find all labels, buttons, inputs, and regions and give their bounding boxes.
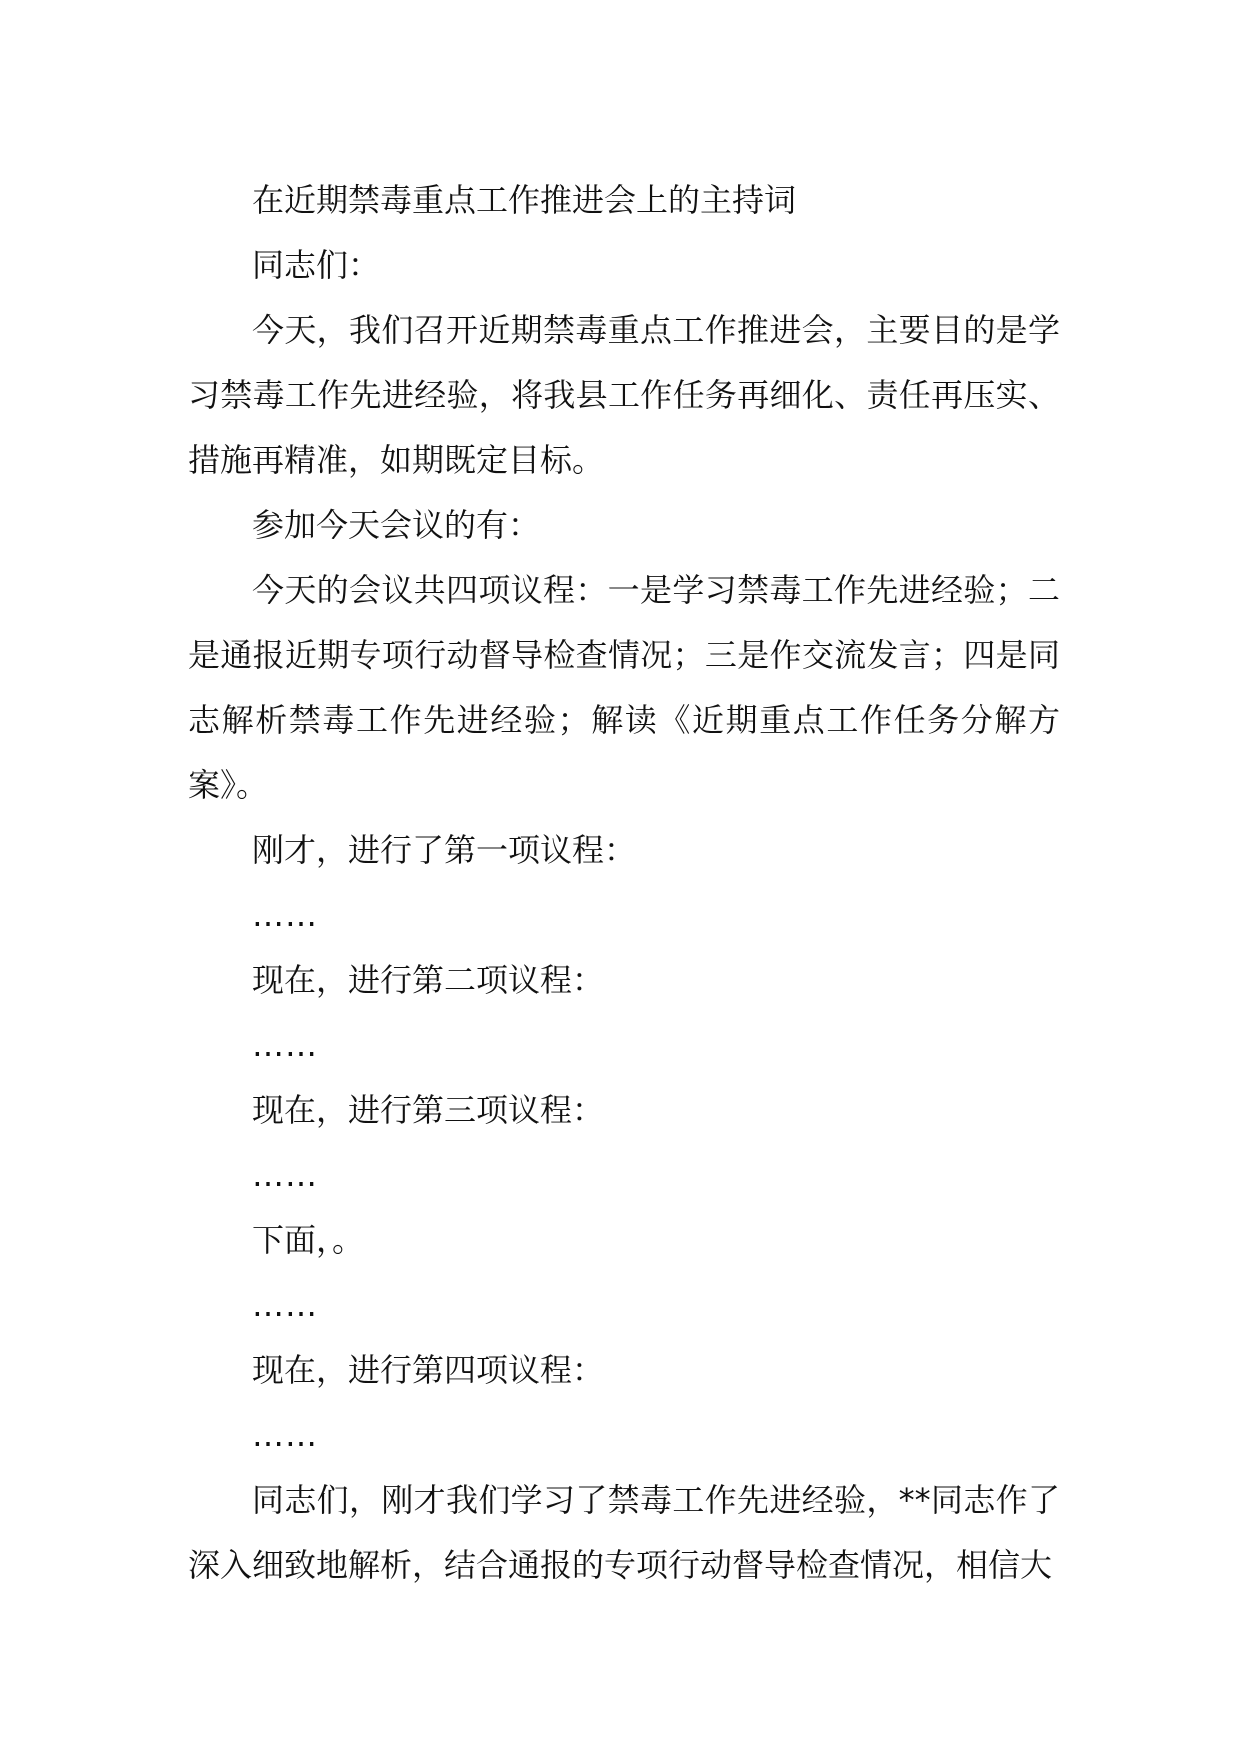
paragraph-agenda-item-4: 现在，进行第四项议程： <box>252 1351 605 1389</box>
paragraph-agenda-item-2: 现在，进行第二项议程： <box>252 961 605 999</box>
ellipsis-line: …… <box>252 1416 318 1454</box>
paragraph-purpose: 今天，我们召开近期禁毒重点工作推进会，主要目的是学习禁毒工作先进经验，将我县工作任务再细化、责任再压实、措施再精准，如期既定目标。 <box>188 311 1060 479</box>
paragraph-agenda-item-3: 现在，进行第三项议程： <box>252 1091 605 1129</box>
ellipsis-line: …… <box>252 1026 318 1064</box>
salutation: 同志们： <box>252 246 381 284</box>
paragraph-attendees: 参加今天会议的有： <box>252 506 541 544</box>
paragraph-summary: 同志们，刚才我们学习了禁毒工作先进经验，**同志作了深入细致地解析，结合通报的专项行动督导检查情况，相信大 <box>188 1481 1060 1584</box>
document-title: 在近期禁毒重点工作推进会上的主持词 <box>252 181 797 219</box>
document-body <box>188 168 1060 1598</box>
ellipsis-line: …… <box>252 1286 318 1324</box>
paragraph-next: 下面，。 <box>252 1221 365 1259</box>
ellipsis-line: …… <box>252 1156 318 1194</box>
paragraph-agenda: 今天的会议共四项议程：一是学习禁毒工作先进经验；二是通报近期专项行动督导检查情况；三是作交流发言；四是同志解析禁毒工作先进经验；解读《近期重点工作任务分解方案》。 <box>188 571 1060 804</box>
ellipsis-line: …… <box>252 896 318 934</box>
paragraph-agenda-item-1: 刚才，进行了第一项议程： <box>252 831 637 869</box>
